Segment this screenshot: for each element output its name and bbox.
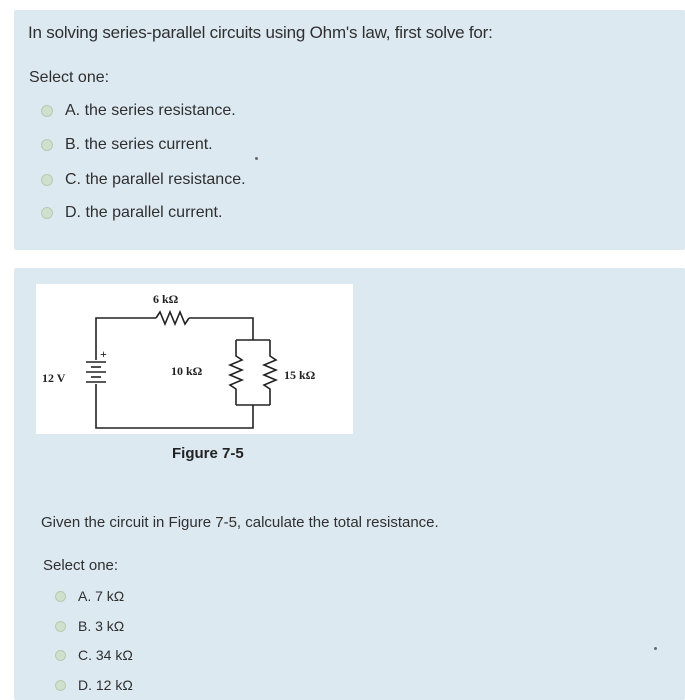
question-2-option-c[interactable] — [55, 647, 133, 663]
question-1-option-d[interactable] — [41, 204, 222, 222]
question-1-card — [14, 10, 685, 250]
radio-button[interactable] — [55, 621, 66, 632]
question-1-option-b[interactable] — [41, 136, 213, 154]
resistor-6k — [156, 312, 189, 324]
wire-bottom — [96, 390, 253, 428]
resistor-15k — [264, 340, 276, 405]
question-1-option-c[interactable] — [41, 171, 246, 189]
figure-caption: Figure 7-5 — [172, 445, 244, 462]
battery-plus-sign: + — [100, 347, 107, 361]
radio-button[interactable] — [55, 680, 66, 691]
option-label: B. the series current. — [65, 136, 213, 153]
stray-dot — [255, 157, 258, 160]
wire-top-right — [189, 318, 253, 340]
option-label: C. 34 kΩ — [78, 647, 133, 663]
radio-button[interactable] — [55, 591, 66, 602]
option-label: C. the parallel resistance. — [65, 171, 246, 188]
question-2-option-b[interactable] — [55, 618, 124, 634]
option-label: B. 3 kΩ — [78, 618, 125, 634]
circuit-figure — [36, 284, 353, 434]
radio-button[interactable] — [41, 105, 53, 117]
question-2-option-a[interactable] — [55, 588, 124, 604]
label-resistor-6k: 6 kΩ — [153, 292, 179, 306]
question-1-select-label: Select one: — [29, 69, 110, 86]
resistor-10k — [230, 340, 242, 405]
radio-button[interactable] — [41, 174, 53, 186]
radio-button[interactable] — [41, 207, 53, 219]
wire-top-left — [96, 318, 156, 348]
option-label: A. 7 kΩ — [78, 588, 125, 604]
option-label: D. the parallel current. — [65, 204, 223, 221]
circuit-diagram — [36, 284, 353, 434]
question-1-option-a[interactable] — [41, 102, 236, 120]
question-2-option-d[interactable] — [55, 677, 133, 693]
label-resistor-10k: 10 kΩ — [171, 364, 203, 378]
label-battery: 12 V — [42, 371, 66, 385]
question-2-select-label: Select one: — [43, 557, 119, 574]
stray-dot — [654, 647, 657, 650]
option-label: D. 12 kΩ — [78, 677, 133, 693]
label-resistor-15k: 15 kΩ — [284, 368, 316, 382]
radio-button[interactable] — [55, 650, 66, 661]
question-2-card — [14, 268, 685, 700]
radio-button[interactable] — [41, 139, 53, 151]
question-2-text: Given the circuit in Figure 7-5, calculate the total resistance. — [41, 514, 439, 531]
option-label: A. the series resistance. — [65, 102, 236, 119]
question-1-text: In solving series-parallel circuits using Ohm's law, first solve for: — [28, 23, 493, 42]
